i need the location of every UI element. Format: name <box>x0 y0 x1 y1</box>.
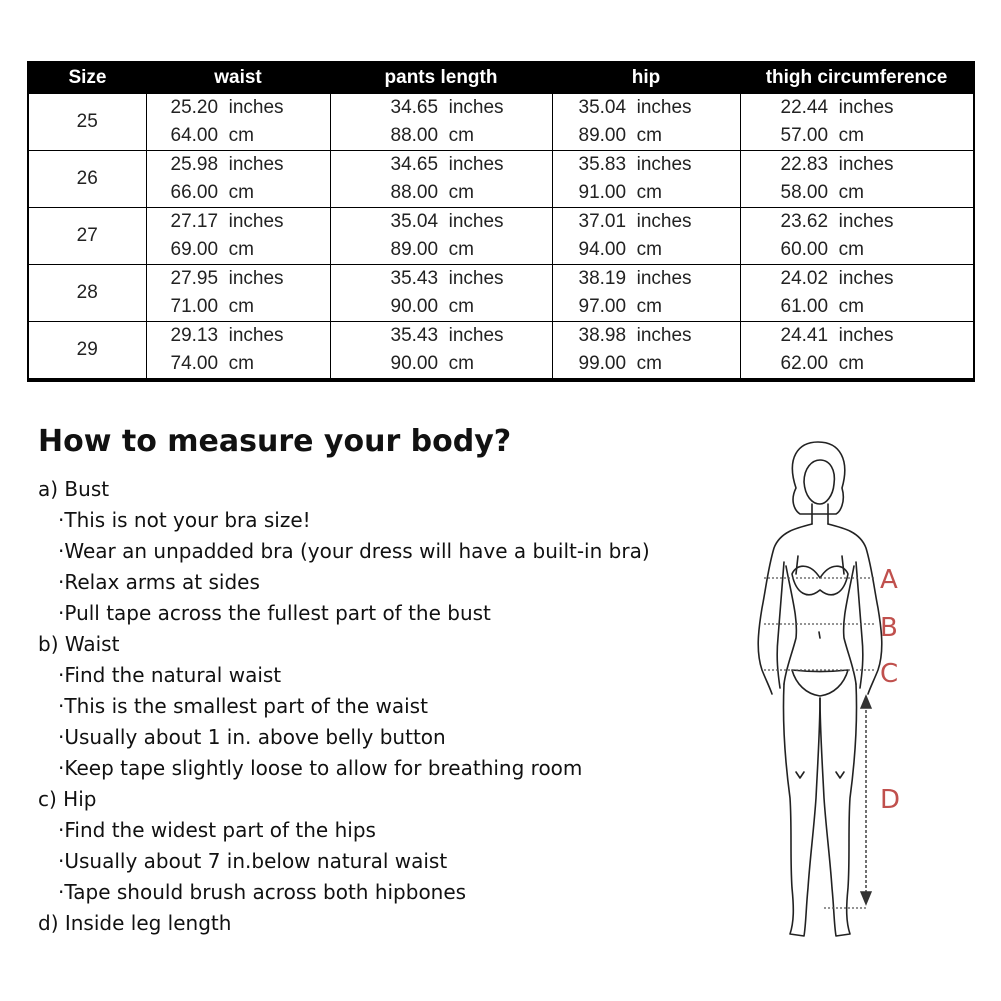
guide-tip: ·Pull tape across the fullest part of the bust <box>58 601 491 625</box>
thigh-inches: 22.83 inches <box>780 154 894 175</box>
header-hip: hip <box>552 62 740 94</box>
pants-length-cm: 89.00 cm <box>390 239 474 260</box>
guide-tip: ·This is the smallest part of the waist <box>58 694 428 718</box>
waist-inches: 29.13 inches <box>170 325 284 346</box>
size-cell: 25 <box>28 94 146 151</box>
guide-title: How to measure your body? <box>38 424 512 459</box>
thigh-cell <box>740 322 974 381</box>
right-arm-outline <box>828 524 882 694</box>
size-cell: 27 <box>28 208 146 265</box>
thigh-cell <box>740 208 974 265</box>
header-waist: waist <box>146 62 330 94</box>
waist-inches: 27.95 inches <box>170 268 284 289</box>
guide-tip: ·Wear an unpadded bra (your dress will have a built-in bra) <box>58 539 650 563</box>
hip-inches: 35.04 inches <box>578 97 692 118</box>
hip-inches: 35.83 inches <box>578 154 692 175</box>
pants-length-cell <box>330 208 552 265</box>
size-cell: 29 <box>28 322 146 381</box>
hip-cm: 99.00 cm <box>578 353 662 374</box>
pants-length-cell <box>330 322 552 381</box>
pants-length-cm: 90.00 cm <box>390 296 474 317</box>
thigh-inches: 23.62 inches <box>780 211 894 232</box>
hip-cm: 91.00 cm <box>578 182 662 203</box>
table-row <box>28 151 974 208</box>
guide-tip: ·This is not your bra size! <box>58 508 311 532</box>
label-inside-leg: D <box>880 785 901 815</box>
hip-inches: 37.01 inches <box>578 211 692 232</box>
table-row <box>28 94 974 151</box>
thigh-cm: 60.00 cm <box>780 239 864 260</box>
guide-tip: ·Relax arms at sides <box>58 570 260 594</box>
table-row <box>28 322 974 381</box>
pants-length-cm: 88.00 cm <box>390 182 474 203</box>
hip-inches: 38.98 inches <box>578 325 692 346</box>
hip-cm: 94.00 cm <box>578 239 662 260</box>
bra-straps <box>796 556 844 574</box>
thigh-cell <box>740 265 974 322</box>
guide-tip: ·Keep tape slightly loose to allow for breathing room <box>58 756 583 780</box>
knee-marks <box>796 772 844 778</box>
size-cell: 28 <box>28 265 146 322</box>
body-measurement-figure <box>740 438 920 950</box>
header-pants-length: pants length <box>330 62 552 94</box>
label-waist: B <box>880 613 898 643</box>
hip-cell <box>552 94 740 151</box>
left-arm-outline <box>758 524 812 694</box>
pants-length-inches: 35.43 inches <box>390 325 504 346</box>
hip-cm: 89.00 cm <box>578 125 662 146</box>
waist-cm: 69.00 cm <box>170 239 254 260</box>
belly-button <box>819 632 820 638</box>
guide-tip: ·Tape should brush across both hipbones <box>58 880 467 904</box>
pants-length-cm: 88.00 cm <box>390 125 474 146</box>
header-size: Size <box>28 62 146 94</box>
face-outline <box>804 460 834 504</box>
waist-cell <box>146 94 330 151</box>
pants-length-inches: 34.65 inches <box>390 154 504 175</box>
waist-inches: 27.17 inches <box>170 211 284 232</box>
pants-length-inches: 34.65 inches <box>390 97 504 118</box>
briefs-outline <box>792 670 848 696</box>
table-row <box>28 208 974 265</box>
hip-cell <box>552 265 740 322</box>
label-bust: A <box>880 565 898 595</box>
section-heading-waist: b) Waist <box>38 632 120 656</box>
hip-cm: 97.00 cm <box>578 296 662 317</box>
header-thigh-circumference: thigh circumference <box>740 62 974 94</box>
pants-length-inches: 35.43 inches <box>390 268 504 289</box>
pants-length-cell <box>330 265 552 322</box>
pants-length-cm: 90.00 cm <box>390 353 474 374</box>
label-hip: C <box>880 659 899 689</box>
waist-cell <box>146 265 330 322</box>
right-leg-outline <box>820 684 857 936</box>
hip-cell <box>552 322 740 381</box>
bra-outline <box>792 566 848 595</box>
left-leg-outline <box>783 684 820 936</box>
size-chart-table <box>27 61 975 382</box>
right-inner-arm <box>856 562 863 688</box>
waist-cm: 71.00 cm <box>170 296 254 317</box>
section-heading-hip: c) Hip <box>38 787 97 811</box>
section-heading-bust: a) Bust <box>38 477 110 501</box>
thigh-cm: 61.00 cm <box>780 296 864 317</box>
waist-inches: 25.20 inches <box>170 97 284 118</box>
thigh-cm: 62.00 cm <box>780 353 864 374</box>
measurement-guide <box>38 420 738 939</box>
waist-inches: 25.98 inches <box>170 154 284 175</box>
thigh-cm: 57.00 cm <box>780 125 864 146</box>
thigh-cell <box>740 151 974 208</box>
hip-cell <box>552 151 740 208</box>
hip-cell <box>552 208 740 265</box>
pants-length-inches: 35.04 inches <box>390 211 504 232</box>
left-inner-arm <box>777 562 784 688</box>
table-header-row <box>28 62 974 94</box>
waist-cell <box>146 151 330 208</box>
waist-cell <box>146 322 330 381</box>
pants-length-cell <box>330 94 552 151</box>
waist-cm: 64.00 cm <box>170 125 254 146</box>
thigh-cell <box>740 94 974 151</box>
waist-cm: 74.00 cm <box>170 353 254 374</box>
section-heading-inside-leg: d) Inside leg length <box>38 911 232 935</box>
table-row <box>28 265 974 322</box>
pants-length-cell <box>330 151 552 208</box>
hip-inches: 38.19 inches <box>578 268 692 289</box>
thigh-inches: 24.41 inches <box>780 325 894 346</box>
guide-tip: ·Usually about 1 in. above belly button <box>58 725 446 749</box>
waist-cm: 66.00 cm <box>170 182 254 203</box>
guide-tip: ·Usually about 7 in.below natural waist <box>58 849 448 873</box>
thigh-inches: 22.44 inches <box>780 97 894 118</box>
guide-tip: ·Find the natural waist <box>58 663 282 687</box>
thigh-inches: 24.02 inches <box>780 268 894 289</box>
size-cell: 26 <box>28 151 146 208</box>
guide-tip: ·Find the widest part of the hips <box>58 818 376 842</box>
arrow-down-icon <box>861 892 871 904</box>
thigh-cm: 58.00 cm <box>780 182 864 203</box>
waist-cell <box>146 208 330 265</box>
arrow-up-icon <box>861 696 871 708</box>
